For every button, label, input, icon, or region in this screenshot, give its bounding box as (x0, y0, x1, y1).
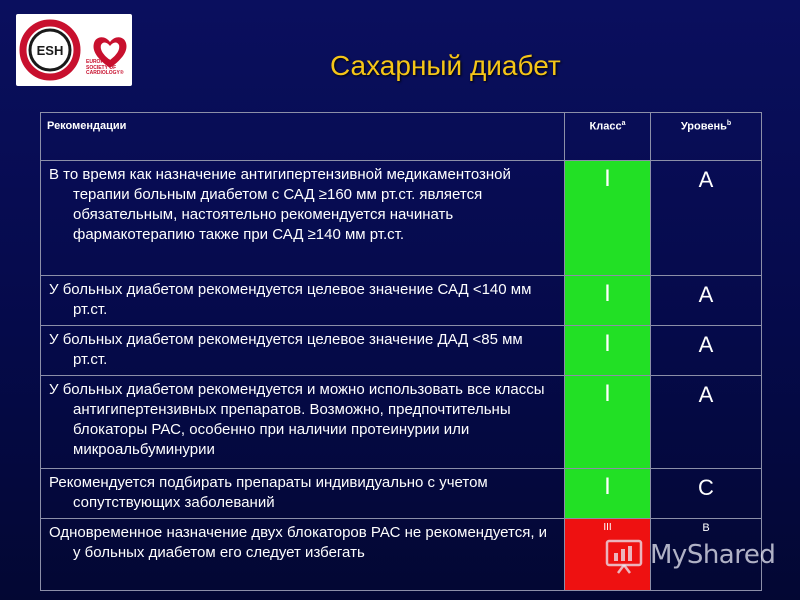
class-cell: III (565, 519, 651, 591)
level-cell: A (651, 376, 762, 469)
recommendation-cell (41, 326, 565, 376)
class-cell: I (565, 469, 651, 519)
watermark-label: MyShared (650, 540, 776, 570)
recommendation-text: У больных диабетом рекомендуется целевое значение САД <140 мм рт.ст. (49, 281, 532, 318)
table-row (41, 161, 762, 276)
chart-board-icon (604, 535, 644, 575)
level-cell: A (651, 326, 762, 376)
header-class-label: Класс (589, 120, 622, 133)
recommendation-text: У больных диабетом рекомендуется и можно использовать все классы антигипертензивных препаратов. Возможно, предпочтительны блокаторы РАС, особенно при наличии протеинурии или микроальбуминурии (49, 381, 545, 458)
header-recommendations-label: Рекомендации (47, 120, 127, 132)
header-level (651, 113, 762, 161)
recommendation-cell (41, 376, 565, 469)
class-cell: I (565, 276, 651, 326)
header-class (565, 113, 651, 161)
table-row (41, 376, 762, 469)
recommendation-cell (41, 519, 565, 591)
myshared-watermark (604, 533, 775, 577)
table-row (41, 276, 762, 326)
header-recommendations (41, 113, 565, 161)
recommendation-text: У больных диабетом рекомендуется целевое значение ДАД <85 мм рт.ст. (49, 331, 523, 368)
header-level-sup: b (726, 120, 732, 127)
recommendation-cell (41, 276, 565, 326)
recommendation-text: В то время как назначение антигипертензивной медикаментозной терапии больным диабетом с САД ≥160 мм рт.ст. является обязательным, настоятельно рекомендуется начинать фармакотерапию также при САД ≥140 мм рт.ст. (49, 166, 511, 243)
esh-logo-icon (18, 18, 82, 82)
recommendation-cell (41, 469, 565, 519)
header-level-label: Уровень (680, 120, 727, 133)
level-cell: C (651, 469, 762, 519)
table-row (41, 469, 762, 519)
level-cell: A (651, 161, 762, 276)
table-header-row (41, 113, 762, 161)
esc-logo-text: EUROPEAN SOCIETY OF CARDIOLOGY® (86, 59, 124, 77)
logos-panel (16, 14, 132, 86)
header-class-sup: a (621, 120, 626, 127)
class-cell: I (565, 161, 651, 276)
table-row (41, 326, 762, 376)
recommendation-cell (41, 161, 565, 276)
page-title: Сахарный диабет (330, 50, 561, 81)
esh-logo-label: ESH (36, 43, 64, 58)
recommendation-text: Одновременное назначение двух блокаторов РАС не рекомендуется, и у больных диабетом его следует избегать (49, 524, 548, 561)
recommendations-table (40, 112, 762, 591)
class-cell: I (565, 376, 651, 469)
recommendation-text: Рекомендуется подбирать препараты индивидуально с учетом сопутствующих заболеваний (49, 474, 488, 511)
level-cell: A (651, 276, 762, 326)
level-cell: B (651, 519, 762, 591)
class-cell: I (565, 326, 651, 376)
